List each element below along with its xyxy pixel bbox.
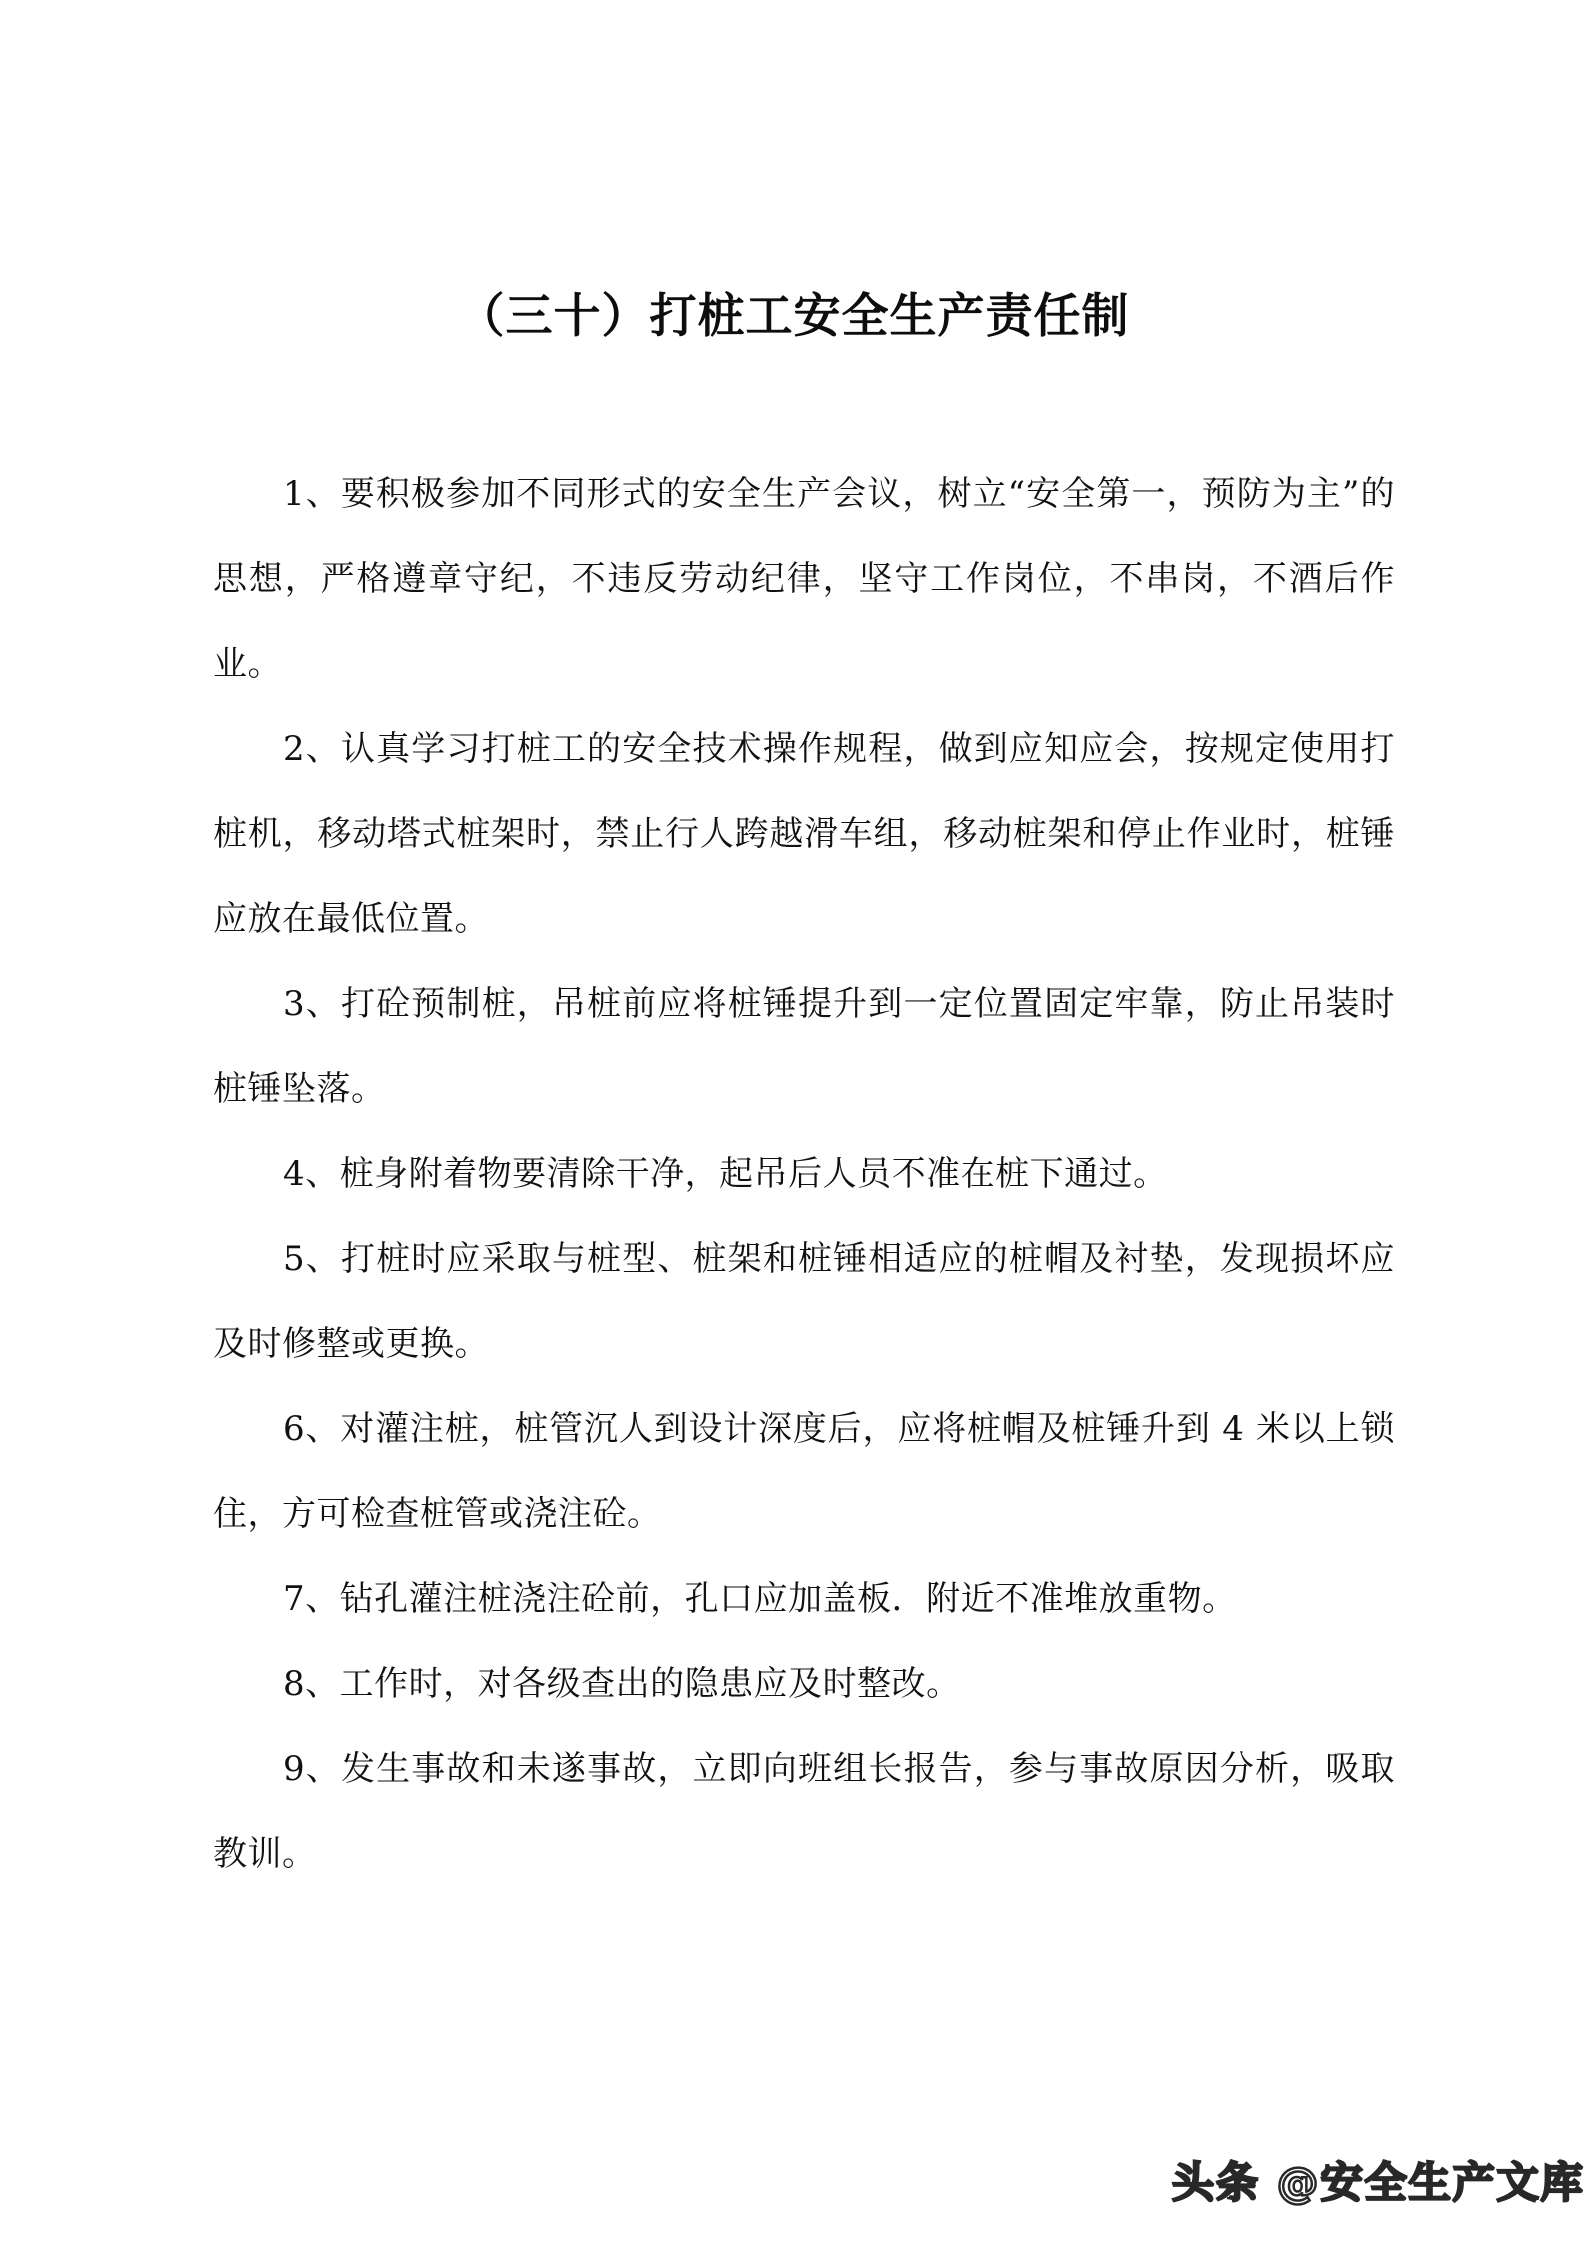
source-watermark: 头条 @安全生产文库 [1172,2158,1585,2207]
clause-paragraph-3: 3、打砼预制桩，吊桩前应将桩锤提升到一定位置固定牢靠，防止吊装时桩锤坠落。 [213,984,1395,1109]
clause-paragraph-4: 4、桩身附着物要清除干净，起吊后人员不准在桩下通过。 [283,1154,1168,1194]
clause-paragraph-8: 8、工作时，对各级查出的隐患应及时整改。 [283,1664,961,1704]
clause-paragraph-9: 9、发生事故和未遂事故，立即向班组长报告，参与事故原因分析，吸取教训。 [213,1749,1395,1874]
clause-paragraph-2: 2、认真学习打桩工的安全技术操作规程，做到应知应会，按规定使用打桩机，移动塔式桩架时，禁止行人跨越滑车组，移动桩架和停止作业时，桩锤应放在最低位置。 [213,729,1395,939]
clause-paragraph-6: 6、对灌注桩，桩管沉人到设计深度后，应将桩帽及桩锤升到 4 米以上锁住，方可检查桩管或浇注砼。 [213,1409,1395,1534]
page-title: （三十）打桩工安全生产责任制 [457,289,1130,344]
clause-paragraph-7: 7、钻孔灌注桩浇注砼前，孔口应加盖板．附近不准堆放重物。 [283,1579,1237,1619]
clause-paragraph-1: 1、要积极参加不同形式的安全生产会议，树立“安全第一，预防为主”的思想，严格遵章守纪，不违反劳动纪律，坚守工作岗位，不串岗，不酒后作业。 [213,474,1395,684]
document-body [213,452,1395,1897]
clause-paragraph-5: 5、打桩时应采取与桩型、桩架和桩锤相适应的桩帽及衬垫，发现损坏应及时修整或更换。 [213,1239,1395,1364]
